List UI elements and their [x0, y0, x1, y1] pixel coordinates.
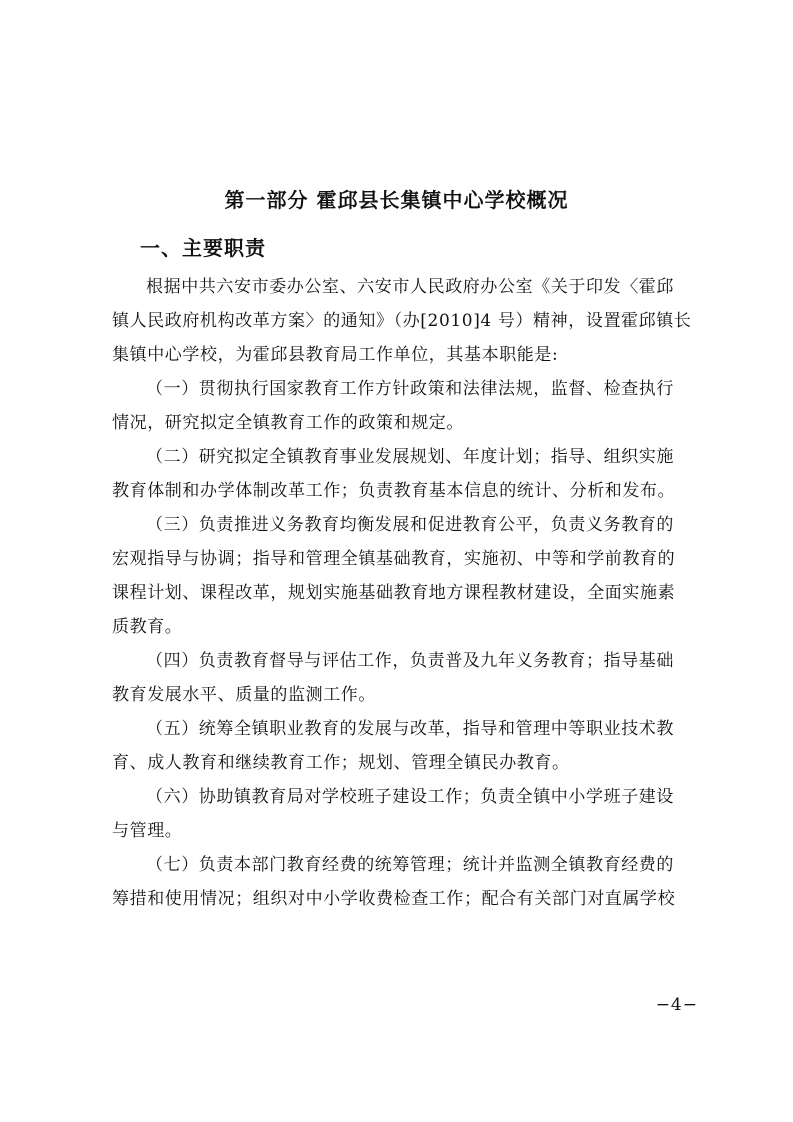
paragraph-line: （七）负责本部门教育经费的统筹管理；统计并监测全镇教育经费的 [146, 855, 674, 875]
paragraph-line: 教育体制和办学体制改革工作；负责教育基本信息的统计、分析和发布。 [112, 481, 676, 501]
paragraph-duty-4 [112, 644, 692, 712]
paragraph-intro [112, 270, 692, 372]
page-title: 第一部分 霍邱县长集镇中心学校概况 [224, 188, 569, 212]
section-heading: 一、主要职责 [140, 236, 266, 260]
paragraph-duty-2 [112, 440, 692, 508]
paragraph-duty-6 [112, 780, 692, 848]
paragraph-line: （六）协助镇教育局对学校班子建设工作；负责全镇中小学班子建设 [146, 787, 674, 807]
page-number: −4− [655, 995, 698, 1015]
paragraph-line: 教育发展水平、质量的监测工作。 [112, 685, 376, 705]
paragraph-line: 筹措和使用情况；组织对中小学收费检查工作；配合有关部门对直属学校 [112, 889, 676, 909]
paragraph-line: 镇人民政府机构改革方案〉的通知》（办[2010]4 号）精神，设置霍邱镇长 [112, 311, 692, 331]
document-body [112, 270, 692, 916]
paragraph-line: 宏观指导与协调；指导和管理全镇基础教育，实施初、中等和学前教育的 [112, 549, 676, 569]
paragraph-line: （一）贯彻执行国家教育工作方针政策和法律法规，监督、检查执行 [146, 379, 674, 399]
paragraph-duty-7 [112, 848, 692, 916]
paragraph-duty-1 [112, 372, 692, 440]
paragraph-line: 质教育。 [112, 617, 183, 637]
paragraph-line: 集镇中心学校，为霍邱县教育局工作单位，其基本职能是: [112, 345, 559, 365]
paragraph-line: （二）研究拟定全镇教育事业发展规划、年度计划；指导、组织实施 [146, 447, 674, 467]
paragraph-duty-3 [112, 508, 692, 644]
paragraph-duty-5 [112, 712, 692, 780]
paragraph-line: 课程计划、课程改革，规划实施基础教育地方课程教材建设，全面实施素 [112, 583, 676, 603]
paragraph-line: （五）统筹全镇职业教育的发展与改革，指导和管理中等职业技术教 [146, 719, 674, 739]
paragraph-line: （四）负责教育督导与评估工作，负责普及九年义务教育；指导基础 [146, 651, 674, 671]
paragraph-line: 与管理。 [112, 821, 183, 841]
paragraph-line: 根据中共六安市委办公室、六安市人民政府办公室《关于印发〈霍邱 [146, 277, 674, 297]
paragraph-line: 育、成人教育和继续教育工作；规划、管理全镇民办教育。 [112, 753, 570, 773]
paragraph-line: （三）负责推进义务教育均衡发展和促进教育公平，负责义务教育的 [146, 515, 674, 535]
paragraph-line: 情况，研究拟定全镇教育工作的政策和规定。 [112, 413, 464, 433]
